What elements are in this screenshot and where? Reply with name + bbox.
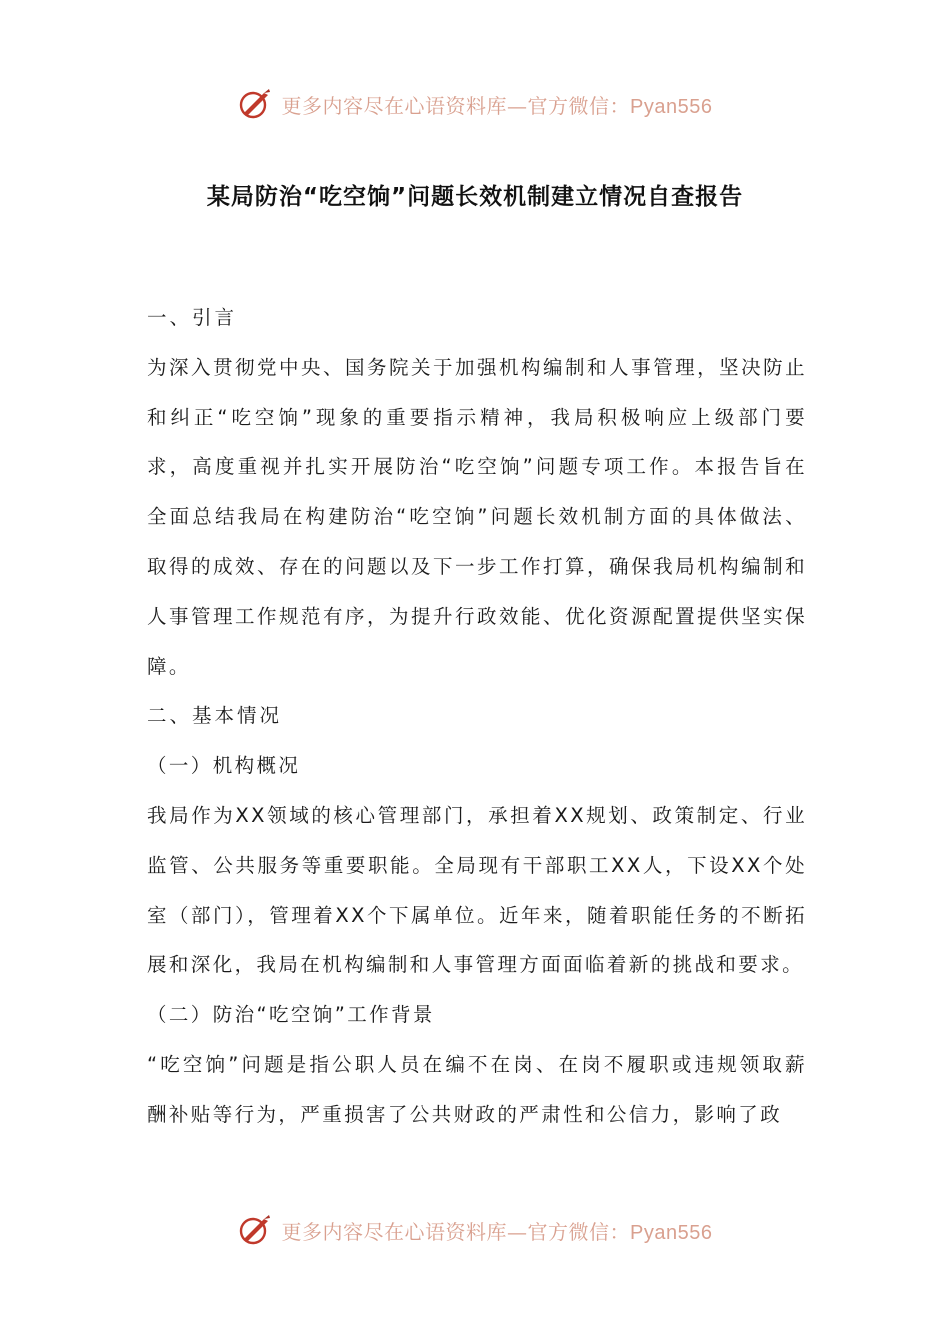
watermark-wechat-id: Pyan556 <box>630 95 713 118</box>
subheading-background: （二）防治“吃空饷”工作背景 <box>147 1003 435 1027</box>
subheading-overview: （一）机构概况 <box>147 754 301 778</box>
document-body <box>147 293 807 1140</box>
paragraph-overview: 我局作为XX领域的核心管理部门，承担着XX规划、政策制定、行业监管、公共服务等重要职能。全局现有干部职工XX人，下设XX个处室（部门），管理着XX个下属单位。近年来，随着职能任务的不断拓展和深化，我局在机构编制和人事管理方面面临着新的挑战和要求。 <box>147 803 807 977</box>
paragraph-background: “吃空饷”问题是指公职人员在编不在岗、在岗不履职或违规领取薪酬补贴等行为，严重损害了公共财政的严肃性和公信力，影响了政 <box>147 1052 807 1126</box>
watermark-wechat-id: Pyan556 <box>630 1221 713 1244</box>
section-heading-intro: 一、引言 <box>147 306 238 329</box>
pen-logo-icon <box>238 1213 272 1247</box>
watermark-text: 更多内容尽在心语资料库—官方微信： <box>281 1219 631 1244</box>
watermark-banner-bottom <box>0 1210 950 1250</box>
watermark-banner-top <box>0 84 950 124</box>
watermark-text: 更多内容尽在心语资料库—官方微信： <box>281 93 631 118</box>
pen-logo-icon <box>238 87 272 121</box>
section-heading-basic: 二、基本情况 <box>147 704 283 728</box>
paragraph-intro: 为深入贯彻党中央、国务院关于加强机构编制和人事管理，坚决防止和纠正“吃空饷”现象的重要指示精神，我局积极响应上级部门要求，高度重视并扎实开展防治“吃空饷”问题专项工作。本报告旨在全面总结我局在构建防治“吃空饷”问题长效机制方面的具体做法、取得的成效、存在的问题以及下一步工作打算，确保我局机构编制和人事管理工作规范有序，为提升行政效能、优化资源配置提供坚实保障。 <box>147 355 807 678</box>
document-title: 某局防治“吃空饷”问题长效机制建立情况自查报告 <box>206 184 744 210</box>
